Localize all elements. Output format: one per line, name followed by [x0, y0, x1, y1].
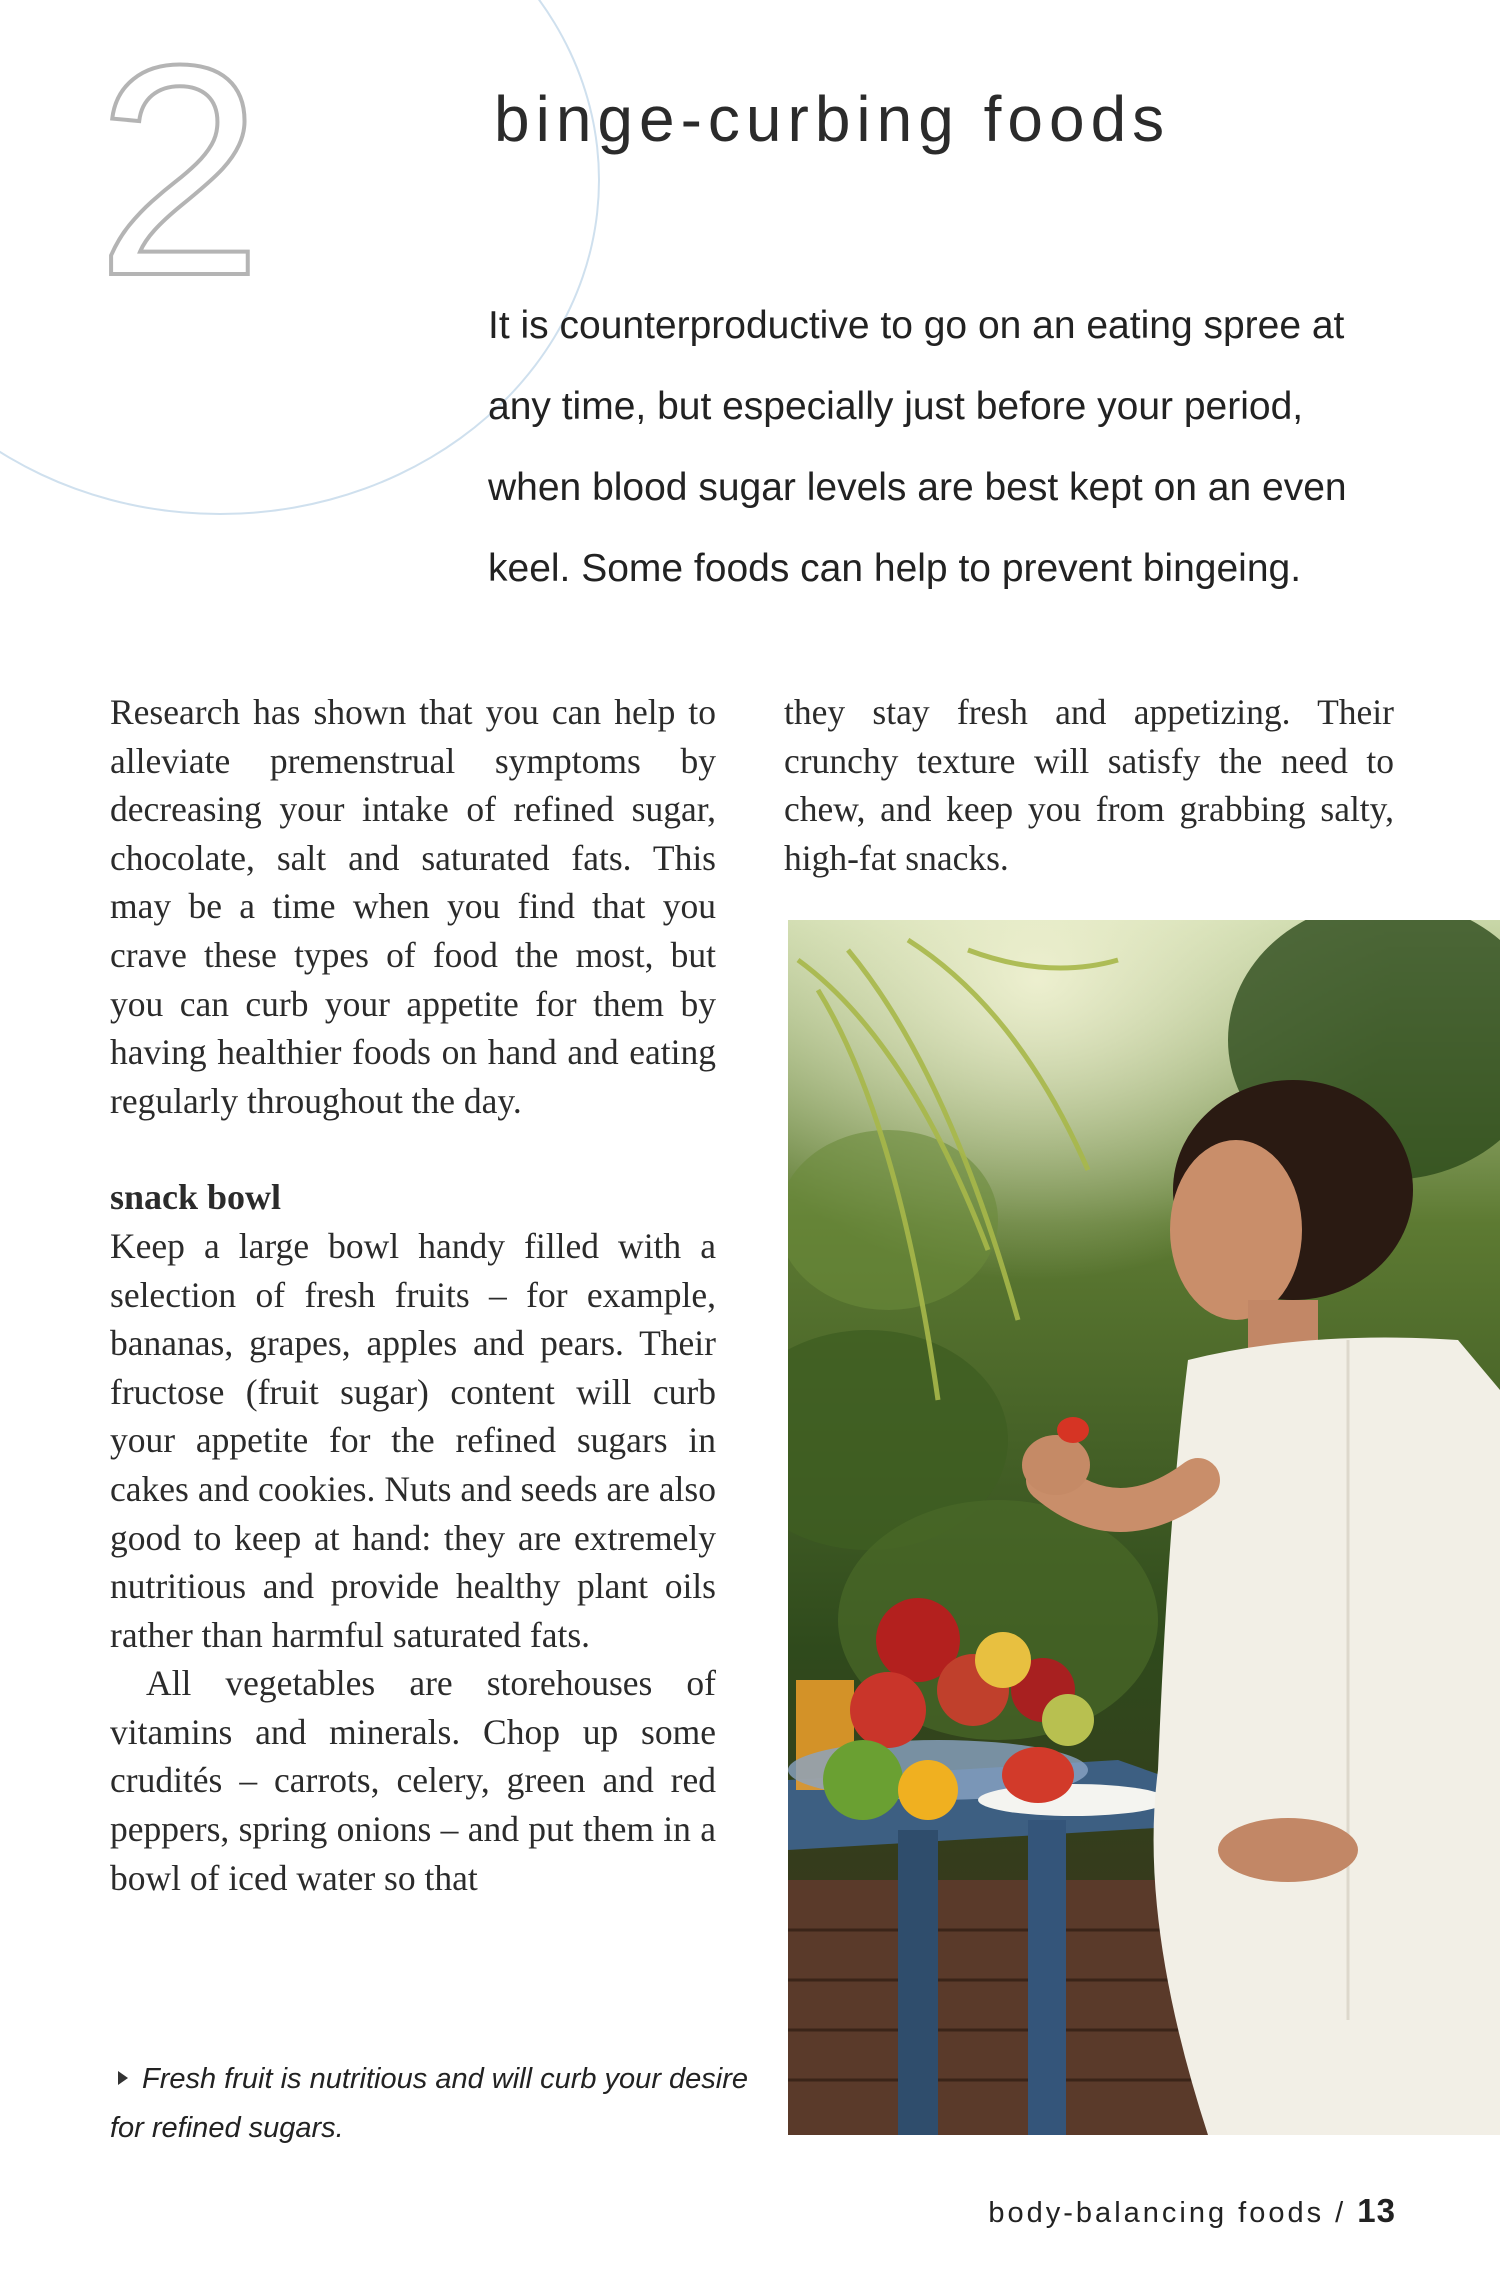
left-column	[110, 688, 716, 1902]
page-footer	[988, 2192, 1396, 2230]
page-number: 13	[1357, 2192, 1396, 2229]
chapter-number: 2	[96, 2, 263, 338]
body-paragraph-2: Keep a large bowl handy filled with a selection of fresh fruits – for example, bananas, grapes, apples and pears. Their fructose (fruit sugar) content will curb your appetite for the refined sugars in cakes and cookies. Nuts and seeds are also good to keep at hand: they are extremely nutritious and provide healthy plant oils rather than harmful saturated fats.	[110, 1225, 716, 1655]
photo-illustration	[788, 920, 1500, 2135]
footer-separator: /	[1335, 2197, 1347, 2229]
footer-section-title: body-balancing foods	[988, 2197, 1325, 2229]
photo-woman-eating-fruit	[788, 920, 1500, 2135]
caption-text: Fresh fruit is nutritious and will curb your desire for refined sugars.	[110, 2063, 749, 2144]
right-column	[784, 688, 1394, 882]
photo-caption	[110, 2055, 750, 2153]
body-paragraph-3: All vegetables are storehouses of vitamins and minerals. Chop up some crudités – carrots, celery, green and red peppers, spring onions – and put them in a bowl of iced water so that	[110, 1663, 716, 1898]
caption-arrow-icon	[118, 2071, 128, 2085]
section-heading-snack-bowl: snack bowl	[110, 1177, 282, 1218]
chapter-title: binge-curbing foods	[494, 83, 1171, 155]
body-paragraph-1: Research has shown that you can help to alleviate premenstrual symptoms by decreasing your intake of refined sugar, chocolate, salt and saturated fats. This may be a time when you find that you crave these types of food the most, but you can curb your appetite for them by having healthier foods on hand and eating regularly throughout the day.	[110, 692, 716, 1121]
intro-paragraph: It is counterproductive to go on an eating spree at any time, but especially just before your period, when blood sugar levels are best kept on an even keel. Some foods can help to prevent bingeing.	[488, 304, 1347, 590]
body-paragraph-3-continued: they stay fresh and appetizing. Their crunchy texture will satisfy the need to chew, and keep you from grabbing salty, high-fat snacks.	[784, 692, 1394, 878]
